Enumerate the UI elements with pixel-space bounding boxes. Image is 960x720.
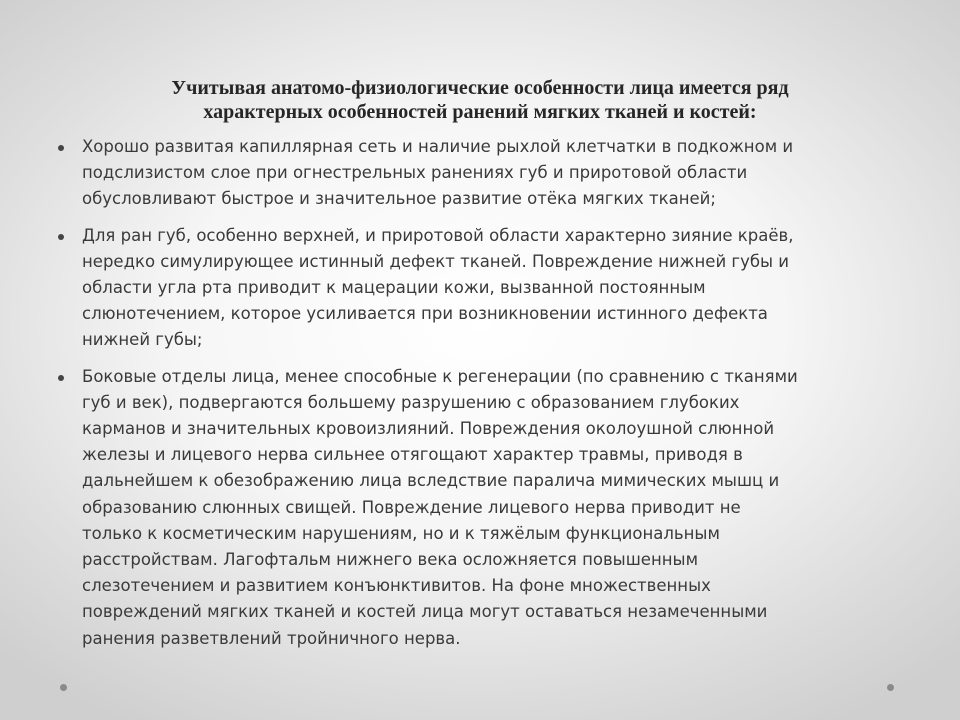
slide-title	[70, 76, 890, 124]
bullet-text-line: Боковые отделы лица, менее способные к регенерации (по сравнению с тканями	[82, 366, 798, 386]
bullet-text-line: карманов и значительных кровоизлияний. Повреждения околоушной слюнной	[82, 419, 775, 439]
bullet-text-line: только к косметическим нарушениям, но и к тяжёлым функциональным	[82, 523, 720, 543]
bullet-text-line: нижней губы;	[82, 330, 203, 350]
bullet-text-line: обусловливают быстрое и значительное развитие отёка мягких тканей;	[82, 189, 716, 209]
bullet-text-line: нередко симулирующее истинный дефект тканей. Повреждение нижней губы и	[82, 251, 790, 271]
bullet-text-line: образованию слюнных свищей. Повреждение лицевого нерва приводит не	[82, 497, 741, 517]
bullet-text-line: железы и лицевого нерва сильнее отягощают характер травмы, приводя в	[82, 445, 743, 465]
bullet-text-line: слезотечением и развитием конъюнктивитов. На фоне множественных	[82, 576, 711, 596]
bullet-list	[58, 134, 920, 662]
slide-title-line: Учитывая анатомо-физиологические особенности лица имеется ряд	[171, 77, 789, 99]
corner-dot-icon	[60, 684, 67, 691]
bullet-dot-icon	[58, 234, 64, 240]
bullet-dot-icon	[58, 375, 64, 381]
bullet-item	[58, 134, 920, 213]
bullet-text-line: слюнотечением, которое усиливается при возникновении истинного дефекта	[82, 304, 768, 324]
bullet-text-line: Для ран губ, особенно верхней, и приротовой области характерно зияние краёв,	[82, 225, 794, 245]
bullet-text-line: ранения разветвлений тройничного нерва.	[82, 628, 461, 648]
bullet-text-line: дальнейшем к обезображению лица вследствие паралича мимических мышц и	[82, 471, 780, 491]
bullet-item	[58, 223, 920, 354]
corner-dot-icon	[887, 684, 894, 691]
bullet-text-line: повреждений мягких тканей и костей лица могут оставаться незамеченными	[82, 602, 768, 622]
bullet-text-line: Хорошо развитая капиллярная сеть и наличие рыхлой клетчатки в подкожном и	[82, 137, 794, 156]
bullet-dot-icon	[58, 145, 64, 151]
bullet-text-line: расстройствам. Лагофтальм нижнего века осложняется повышенным	[82, 550, 699, 570]
bullet-item	[58, 364, 920, 652]
bullet-text-line: подслизистом слое при огнестрельных ранениях губ и приротовой области	[82, 163, 748, 183]
slide-title-line: характерных особенностей ранений мягких тканей и костей:	[203, 101, 757, 123]
bullet-text-line: области угла рта приводит к мацерации кожи, вызванной постоянным	[82, 278, 706, 298]
bullet-text-line: губ и век), подвергаются большему разрушению с образованием глубоких	[82, 392, 740, 412]
